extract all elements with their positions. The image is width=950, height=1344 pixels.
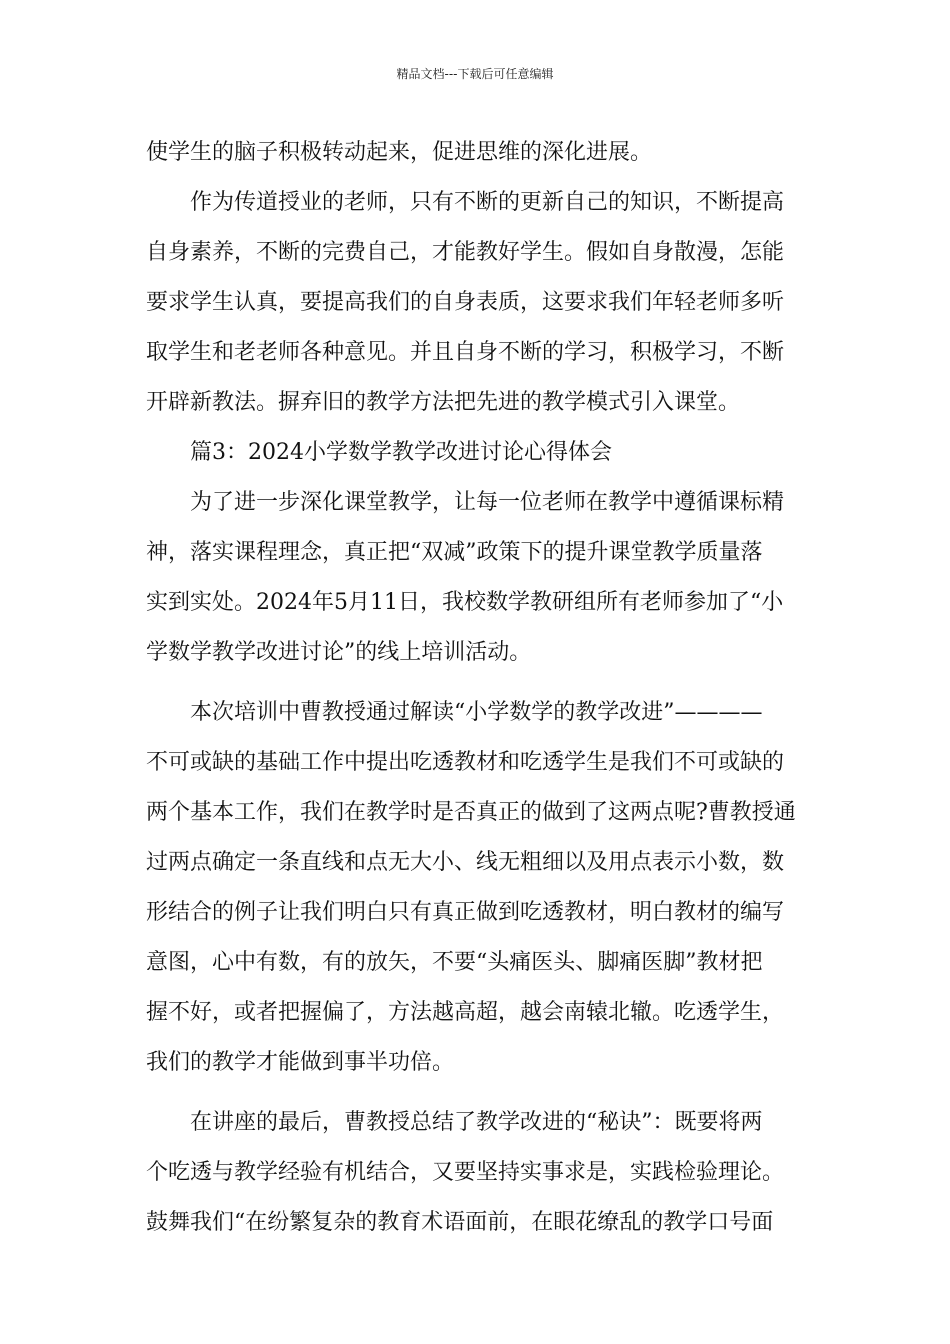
section-heading: 篇3：2024小学数学教学改进讨论心得体会	[190, 440, 612, 465]
paragraph-line: 我们的教学才能做到事半功倍。	[146, 1050, 455, 1075]
paragraph-line: 自身素养，不断的完费自己，才能教好学生。假如自身散漫，怎能	[146, 240, 785, 265]
paragraph-line: 不可或缺的基础工作中提出吃透教材和吃透学生是我们不可或缺的	[146, 750, 785, 775]
paragraph-line: 本次培训中曹教授通过解读“小学数学的教学改进”————	[190, 700, 763, 725]
paragraph-line: 握不好，或者把握偏了，方法越高超，越会南辕北辙。吃透学生，	[146, 1000, 785, 1025]
paragraph-line: 两个基本工作，我们在教学时是否真正的做到了这两点呢?曹教授通	[146, 800, 796, 825]
page-header: 精品文档---下载后可任意编辑	[396, 67, 554, 81]
paragraph-line: 为了进一步深化课堂教学，让每一位老师在教学中遵循课标精	[190, 490, 785, 515]
paragraph-line: 作为传道授业的老师，只有不断的更新自己的知识，不断提高	[190, 190, 785, 215]
paragraph-line: 实到实处。2024年5月11日，我校数学教研组所有老师参加了“小	[146, 590, 784, 615]
paragraph-line: 在讲座的最后，曹教授总结了教学改进的“秘诀”：既要将两	[190, 1110, 763, 1135]
paragraph-line: 鼓舞我们“在纷繁复杂的教育术语面前，在眼花缭乱的教学口号面	[146, 1210, 774, 1235]
paragraph-line: 学数学教学改进讨论”的线上培训活动。	[146, 640, 532, 665]
paragraph-line: 取学生和老老师各种意见。并且自身不断的学习，积极学习，不断	[146, 340, 785, 365]
paragraph-line: 要求学生认真，要提高我们的自身表质，这要求我们年轻老师多听	[146, 290, 785, 315]
paragraph-line: 形结合的例子让我们明白只有真正做到吃透教材，明白教材的编写	[146, 900, 785, 925]
paragraph-line: 过两点确定一条直线和点无大小、线无粗细以及用点表示小数，数	[146, 850, 785, 875]
paragraph-line: 意图，心中有数，有的放矢，不要“头痛医头、脚痛医脚”教材把	[146, 950, 763, 975]
paragraph-line: 使学生的脑子积极转动起来，促进思维的深化进展。	[146, 140, 653, 165]
paragraph-line: 神，落实课程理念，真正把“双减”政策下的提升课堂教学质量落	[146, 540, 763, 565]
document-body	[146, 128, 810, 1248]
paragraph-line: 个吃透与教学经验有机结合，又要坚持实事求是，实践检验理论。	[146, 1160, 785, 1185]
paragraph-line: 开辟新教法。摒弃旧的教学方法把先进的教学模式引入课堂。	[146, 390, 741, 415]
